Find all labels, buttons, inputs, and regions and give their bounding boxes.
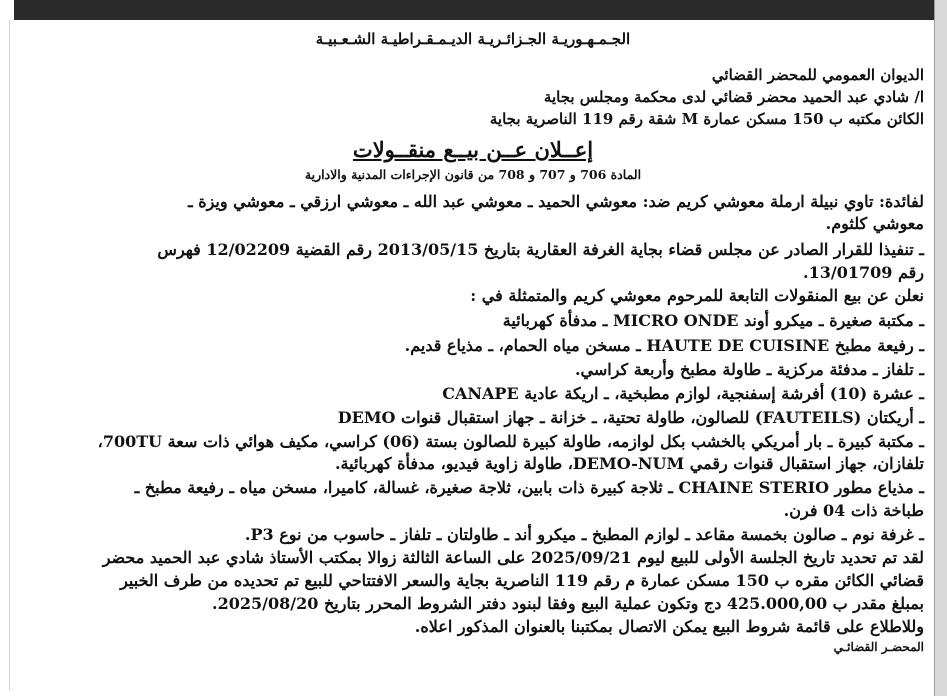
bailiff-name: ا/ شادي عبد الحميد محضر قضائي لدى محكمة ومجلس بجاية <box>543 88 924 106</box>
notice-title: إعــلان عــن بيــع منقــولات <box>352 137 594 162</box>
body-line: رقم 13/01709. <box>803 263 924 282</box>
body-line: معوشي كلثوم. <box>825 214 924 233</box>
body-line: ـ مذياع مطور CHAINE STERIO ـ ثلاجة كبيرة ذات بابين، ثلاجة صغيرة، غسالة، كاميرا، مسخن مياه ـ رفيعة مطبخ ـ <box>134 478 924 497</box>
body-line: تلفازان، جهاز استقبال قنوات رقمي DEMO-NUM، طاولة زاوية فيديو، مدفأة كهربائية. <box>334 454 924 473</box>
body-line: قضائي الكائن مقره ب 150 مسكن عمارة م رقم 119 الناصرية بجاية والسعر الافتتاحي للبيع تم تحديده من طرف الخبير <box>120 571 924 590</box>
office-address: الكائن مكتبه ب 150 مسكن عمارة M شقة رقم 119 الناصرية بجاية <box>489 110 924 128</box>
body-line: لفائدة: تاوي نبيلة ارملة معوشي كريم ضد: معوشي الحميد ـ معوشي عبد الله ـ معوشي ارزقي ـ معوشي ويزة ـ <box>187 192 924 211</box>
body-line: ـ رفيعة مطبخ HAUTE DE CUISINE ـ مسخن مياه الحمام، ـ مذياع قديم. <box>404 336 924 355</box>
scan-edge-left <box>9 20 10 690</box>
body-line: ـ عشرة (10) أفرشة إسفنجية، لوازم مطبخية، ـ اريكة عادية CANAPE <box>442 384 924 403</box>
legal-basis: المادة 706 و 707 و 708 من قانون الإجراءات المدنية والادارية <box>304 167 642 182</box>
legal-notice-document <box>22 22 924 688</box>
body-line: ـ مكتبة صغيرة ـ ميكرو أوند MICRO ONDE ـ مدفأة كهربائية <box>502 311 924 330</box>
top-scan-bar <box>14 0 934 20</box>
body-line: بمبلغ مقدر ب 425.000,00 دج وتكون عملية البيع وفقا لبنود دفتر الشروط المحرر بتاريخ 2025/08/20. <box>212 594 924 613</box>
body-line: ـ مكتبة كبيرة ـ بار أمريكي بالخشب بكل لوازمه، طاولة كبيرة للصالون بستة (06) كراسي، مكيف هوائي ذات سعة 700TU، <box>97 432 924 451</box>
body-line: وللاطلاع على قائمة شروط البيع يمكن الاتصال بمكتبنا بالعنوان المذكور اعلاه. <box>414 617 924 636</box>
body-line: ـ تنفيذا للقرار الصادر عن مجلس قضاء بجاية الغرفة العقارية بتاريخ 2013/05/15 رقم القضية 12/02209 فهرس <box>157 240 924 259</box>
body-line: نعلن عن بيع المنقولات التابعة للمرحوم معوشي كريم والمتمثلة في : <box>470 286 924 305</box>
body-line: لقد تم تحديد تاريخ الجلسة الأولى للبيع ليوم 2025/09/21 على الساعة الثالثة زوالا بمكتب الأستاذ شادي عبد الحميد محضر <box>102 548 924 567</box>
republic-header: الجـمـهـوريـة الجـزائـريـة الديـمـقـراطيـة الشـعـبيـة <box>315 30 631 48</box>
signature-label: المحضـر القضائـي <box>833 640 924 654</box>
office-name: الديوان العمومي للمحضر القضائي <box>711 66 924 84</box>
body-line: طباخة ذات 04 فرن. <box>783 501 924 520</box>
body-line: ـ تلفاز ـ مدفئة مركزية ـ طاولة مطبخ وأربعة كراسي. <box>574 360 924 379</box>
body-line: ـ أريكتان (FAUTEILS) للصالون، طاولة تحتية، ـ خزانة ـ جهاز استقبال قنوات DEMO <box>337 408 924 427</box>
body-line: ـ غرفة نوم ـ صالون بخمسة مقاعد ـ لوازم المطبخ ـ ميكرو أند ـ طاولتان ـ تلفاز ـ حاسوب من نوع P3. <box>244 525 924 544</box>
scan-edge-right <box>934 0 947 696</box>
